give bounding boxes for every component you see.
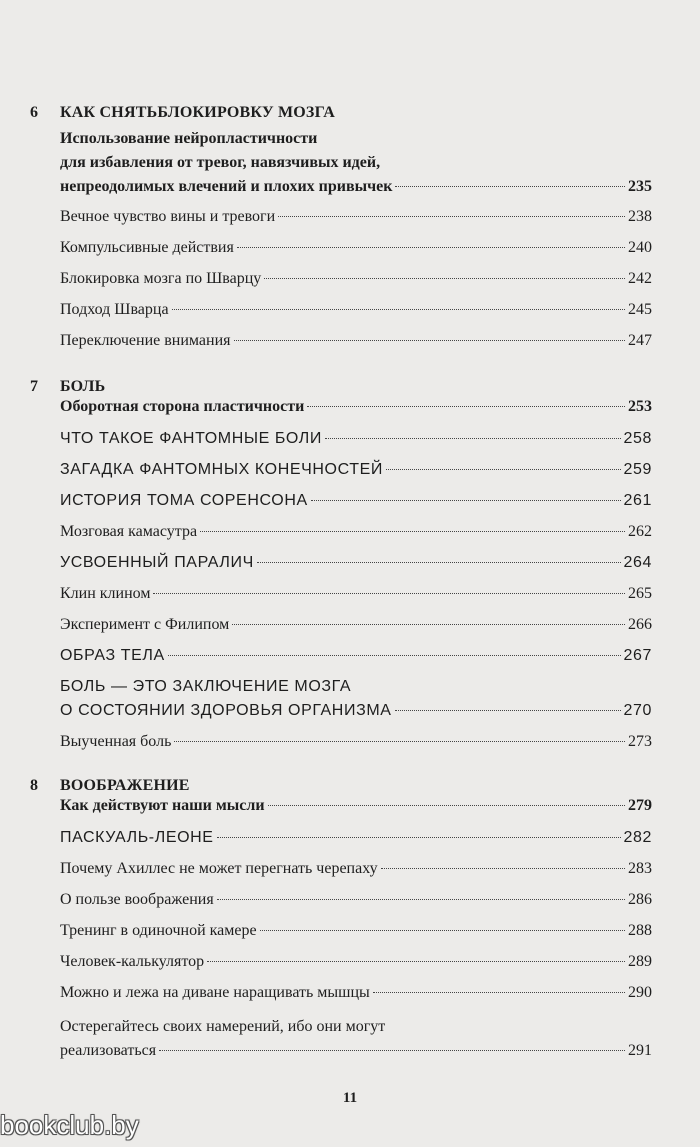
- dot-leader: [237, 247, 625, 248]
- dot-leader: [386, 469, 621, 470]
- dot-leader: [325, 438, 621, 439]
- toc-entry[interactable]: Подход Шварца 245: [60, 301, 652, 318]
- toc-entry[interactable]: Мозговая камасутра 262: [60, 523, 652, 540]
- dot-leader: [395, 186, 625, 187]
- page-ref: 258: [623, 430, 652, 447]
- page-ref: 242: [628, 270, 652, 287]
- chapter-subtitle-line: для избавления от тревог, навязчивых идей,: [60, 154, 381, 171]
- page-ref: 245: [628, 301, 652, 318]
- toc-entry-subtitle[interactable]: Оборотная сторона пластичности 253: [60, 398, 652, 415]
- page-ref: 266: [628, 616, 652, 633]
- page-ref: 273: [628, 733, 652, 750]
- page-ref: 286: [628, 891, 652, 908]
- chapter-number: 7: [30, 378, 38, 395]
- page-ref: 259: [623, 461, 652, 478]
- toc-entry[interactable]: Блокировка мозга по Шварцу 242: [60, 270, 652, 287]
- page-ref: 247: [628, 332, 652, 349]
- toc-entry[interactable]: О СОСТОЯНИИ ЗДОРОВЬЯ ОРГАНИЗМА 270: [60, 702, 652, 719]
- page-ref: 235: [628, 178, 652, 195]
- toc-entry[interactable]: ОБРАЗ ТЕЛА 267: [60, 647, 652, 664]
- toc-entry-subtitle[interactable]: непреодолимых влечений и плохих привычек 235: [60, 178, 652, 195]
- toc-entry[interactable]: Вечное чувство вины и тревоги 238: [60, 208, 652, 225]
- page-ref: 261: [623, 492, 652, 509]
- toc-entry[interactable]: Эксперимент с Филипом 266: [60, 616, 652, 633]
- dot-leader: [278, 216, 625, 217]
- chapter-number: 6: [30, 104, 38, 121]
- watermark-logo: bookclub.by: [0, 1110, 139, 1140]
- dot-leader: [153, 593, 625, 594]
- toc-entry[interactable]: ПАСКУАЛЬ-ЛЕОНЕ 282: [60, 829, 652, 846]
- chapter-title: БОЛЬ: [60, 378, 106, 395]
- page-ref: 265: [628, 585, 652, 602]
- toc-entry-line[interactable]: Остерегайтесь своих намерений, ибо они могут: [60, 1018, 386, 1035]
- dot-leader: [257, 562, 621, 563]
- page-ref: 290: [628, 984, 652, 1001]
- toc-entry[interactable]: ЗАГАДКА ФАНТОМНЫХ КОНЕЧНОСТЕЙ 259: [60, 461, 652, 478]
- page-ref: 289: [628, 953, 652, 970]
- page-ref: 240: [628, 239, 652, 256]
- toc-entry[interactable]: ИСТОРИЯ ТОМА СОРЕНСОНА 261: [60, 492, 652, 509]
- page-number: 11: [342, 1090, 358, 1106]
- page-ref: 283: [628, 860, 652, 877]
- dot-leader: [232, 624, 625, 625]
- dot-leader: [381, 868, 625, 869]
- dot-leader: [168, 655, 621, 656]
- dot-leader: [200, 531, 625, 532]
- dot-leader: [217, 899, 625, 900]
- toc-entry[interactable]: Переключение внимания 247: [60, 332, 652, 349]
- dot-leader: [159, 1050, 625, 1051]
- toc-entry[interactable]: УСВОЕННЫЙ ПАРАЛИЧ 264: [60, 554, 652, 571]
- dot-leader: [207, 961, 625, 962]
- chapter-title: КАК СНЯТЬБЛОКИРОВКУ МОЗГА: [60, 104, 335, 121]
- page-ref: 267: [623, 647, 652, 664]
- page-ref: 282: [623, 829, 652, 846]
- dot-leader: [264, 278, 625, 279]
- dot-leader: [174, 741, 625, 742]
- dot-leader: [217, 837, 621, 838]
- dot-leader: [268, 805, 625, 806]
- page-ref: 291: [628, 1042, 652, 1059]
- page-ref: 238: [628, 208, 652, 225]
- toc-entry[interactable]: Выученная боль 273: [60, 733, 652, 750]
- page-ref: 253: [628, 398, 652, 415]
- page-ref: 288: [628, 922, 652, 939]
- toc-entry-subtitle[interactable]: Как действуют наши мысли 279: [60, 797, 652, 814]
- toc-entry[interactable]: Человек-калькулятор 289: [60, 953, 652, 970]
- dot-leader: [172, 309, 625, 310]
- dot-leader: [311, 500, 621, 501]
- page-ref: 270: [623, 702, 652, 719]
- toc-entry[interactable]: Почему Ахиллес не может перегнать черепаху 283: [60, 860, 652, 877]
- chapter-number: 8: [30, 777, 38, 794]
- dot-leader: [234, 340, 625, 341]
- toc-entry-line[interactable]: БОЛЬ — ЭТО ЗАКЛЮЧЕНИЕ МОЗГА: [60, 678, 352, 695]
- toc-entry[interactable]: ЧТО ТАКОЕ ФАНТОМНЫЕ БОЛИ 258: [60, 430, 652, 447]
- dot-leader: [395, 710, 621, 711]
- page-ref: 264: [623, 554, 652, 571]
- toc-entry[interactable]: О пользе воображения 286: [60, 891, 652, 908]
- toc-entry[interactable]: Тренинг в одиночной камере 288: [60, 922, 652, 939]
- page-ref: 262: [628, 523, 652, 540]
- page-ref: 279: [628, 797, 652, 814]
- chapter-title: ВООБРАЖЕНИЕ: [60, 777, 190, 794]
- toc-entry[interactable]: Компульсивные действия 240: [60, 239, 652, 256]
- dot-leader: [307, 406, 625, 407]
- toc-entry[interactable]: Можно и лежа на диване наращивать мышцы 290: [60, 984, 652, 1001]
- chapter-subtitle-line: Использование нейропластичности: [60, 130, 318, 147]
- dot-leader: [373, 992, 625, 993]
- dot-leader: [260, 930, 625, 931]
- toc-entry[interactable]: реализоваться 291: [60, 1042, 652, 1059]
- toc-entry[interactable]: Клин клином 265: [60, 585, 652, 602]
